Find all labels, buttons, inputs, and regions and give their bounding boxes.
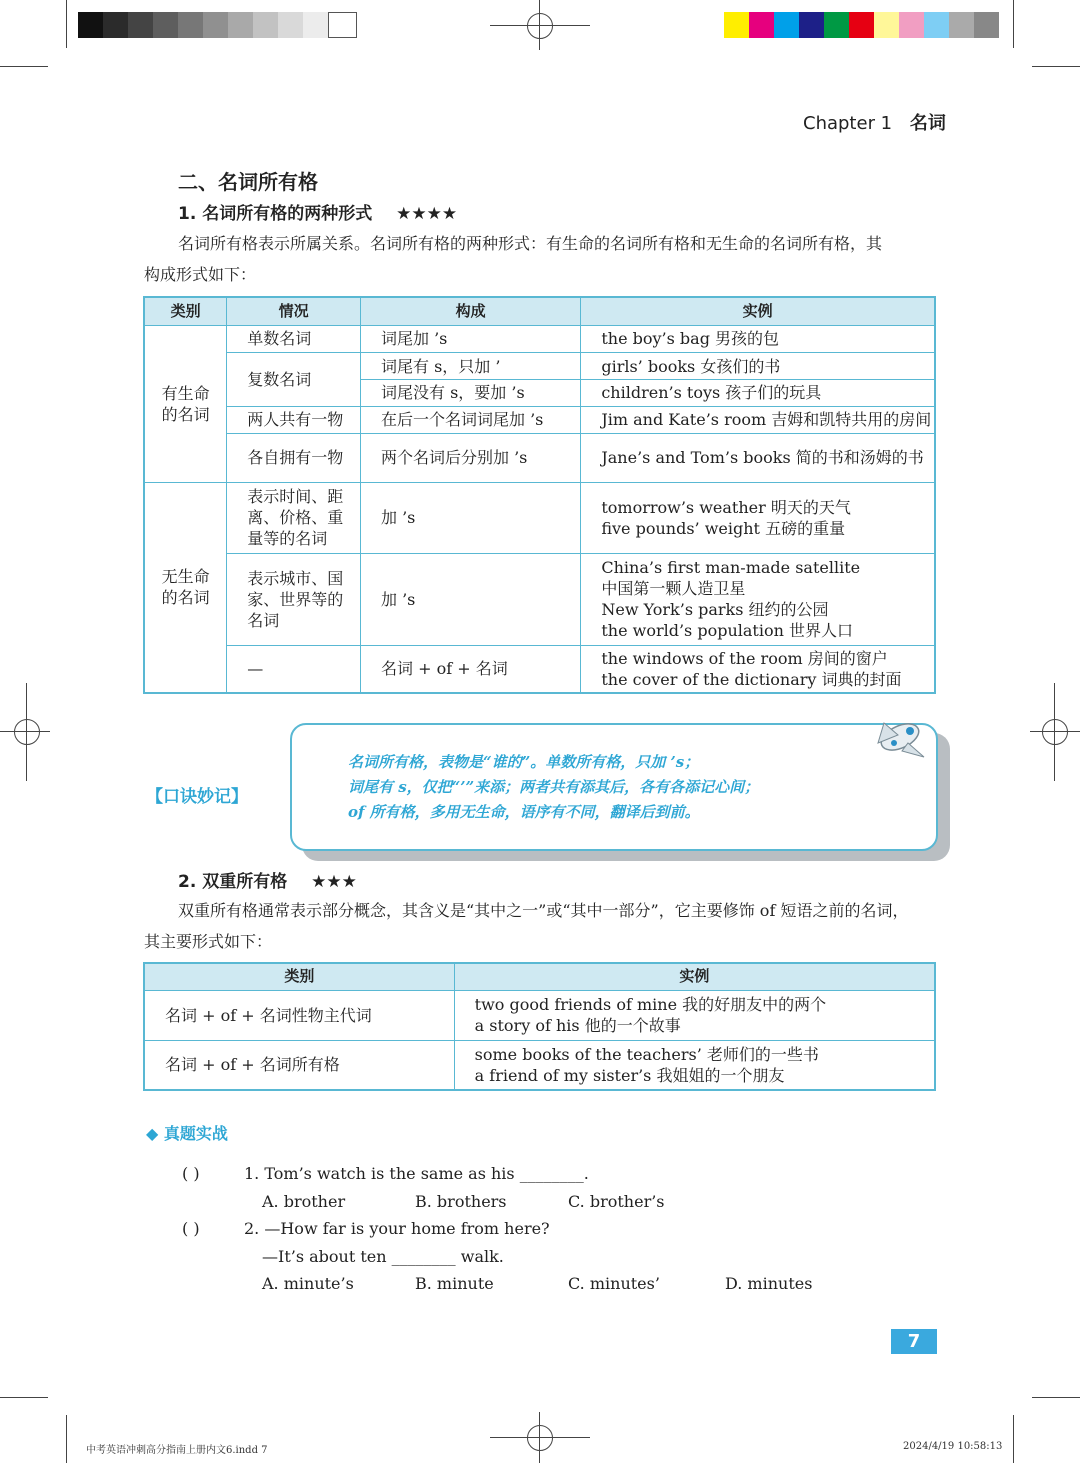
table-row: 名词 + of + 名词性物主代词 two good friends of mine 我的好朋友中的两个 a story of his 他的一个故事 (144, 990, 935, 1040)
group-animate: 有生命 的名词 (144, 325, 227, 482)
mnemonic-line: of 所有格，多用无生命，语序有不同，翻译后到前。 (348, 803, 700, 821)
running-header (803, 109, 946, 135)
difficulty-stars: ★★★ (311, 872, 357, 892)
page-number: 7 (891, 1329, 937, 1354)
difficulty-stars: ★★★★ (396, 204, 458, 224)
header-category: 类别 (144, 297, 227, 325)
double-possessive-table (143, 962, 936, 1091)
option-c[interactable]: C. brother’s (568, 1192, 665, 1211)
option-b[interactable]: B. minute (415, 1274, 494, 1293)
mnemonic-label: 【口诀妙记】 (146, 787, 248, 807)
table-row: 无生命 的名词 表示时间、距离、价格、重量等的名词 加 ’s tomorrow’s weather 明天的天气 five pounds’ weight 五磅的重量 (144, 482, 935, 553)
table-header-row (144, 963, 935, 990)
header-example: 实例 (581, 297, 935, 325)
question-2-blank[interactable]: ( ) (182, 1219, 200, 1238)
option-d[interactable]: D. minutes (725, 1274, 813, 1293)
mnemonic-line: 词尾有 s，仅把“’”来添；两者共有添其后，各有各添记心间； (348, 778, 760, 796)
option-b[interactable]: B. brothers (415, 1192, 507, 1211)
mnemonic-box (290, 723, 938, 851)
question-1-stem: 1. Tom’s watch is the same as his ________. (244, 1164, 589, 1183)
question-2-stem-cont: —It’s about ten ________ walk. (262, 1247, 504, 1266)
table-row: 各自拥有一物 两个名词后分别加 ’s Jane’s and Tom’s books 简的书和汤姆的书 (144, 433, 935, 482)
table-row: 两人共有一物 在后一个名词词尾加 ’s Jim and Kate’s room 吉姆和凯特共用的房间 (144, 406, 935, 433)
group-inanimate: 无生命 的名词 (144, 482, 227, 693)
section-title: 二、名词所有格 (178, 170, 318, 194)
possessive-forms-table (143, 296, 936, 694)
intro-paragraph-1-cont: 构成形式如下： (144, 265, 257, 284)
table-row: 有生命 的名词 单数名词 词尾加 ’s the boy’s bag 男孩的包 (144, 325, 935, 352)
table-row: 复数名词 词尾有 s，只加 ’ 词尾没有 s，要加 ’s girls’ books 女孩们的书 children’s toys 孩子们的玩具 (144, 352, 935, 406)
header-case: 情况 (227, 297, 361, 325)
table-row: — 名词 + of + 名词 the windows of the room 房间的窗户 the cover of the dictionary 词典的封面 (144, 645, 935, 693)
question-1-blank[interactable]: ( ) (182, 1164, 200, 1183)
chapter-label: Chapter 1 (803, 113, 893, 134)
footer-timestamp: 2024/4/19 10:58:13 (903, 1441, 1003, 1452)
option-c[interactable]: C. minutes’ (568, 1274, 660, 1293)
footer-file: 中考英语冲刺高分指南上册内文6.indd 7 (86, 1445, 268, 1456)
subsection-1-title: 1. 名词所有格的两种形式 ★★★★ (178, 204, 458, 224)
table-row: 表示城市、国家、世界等的名词 加 ’s China’s first man-made satellite 中国第一颗人造卫星 New York’s parks 纽约的公园 the world’s population 世界人口 (144, 553, 935, 645)
mnemonic-line: 名词所有格，表物是“谁的”。单数所有格，只加 ’s； (348, 753, 700, 771)
intro-paragraph-2: 双重所有格通常表示部分概念，其含义是“其中之一”或“其中一部分”，它主要修饰 of 短语之前的名词， (178, 901, 909, 920)
table-header-row (144, 297, 935, 325)
option-a[interactable]: A. brother (262, 1192, 346, 1211)
option-a[interactable]: A. minute’s (262, 1274, 354, 1293)
intro-paragraph-1: 名词所有格表示所属关系。名词所有格的两种形式：有生命的名词所有格和无生命的名词所有格，其 (178, 234, 883, 253)
chapter-title: 名词 (909, 113, 946, 134)
practice-title: ◆ 真题实战 (146, 1124, 228, 1143)
header-example: 实例 (454, 963, 935, 990)
subsection-2-title: 2. 双重所有格 ★★★ (178, 872, 357, 892)
intro-paragraph-2-cont: 其主要形式如下： (144, 932, 273, 951)
header-form: 构成 (360, 297, 580, 325)
question-2-stem: 2. —How far is your home from here? (244, 1219, 550, 1238)
airplane-icon (864, 713, 936, 769)
table-row: 名词 + of + 名词所有格 some books of the teachers’ 老师们的一些书 a friend of my sister’s 我姐姐的一个朋友 (144, 1040, 935, 1090)
header-category: 类别 (144, 963, 454, 990)
